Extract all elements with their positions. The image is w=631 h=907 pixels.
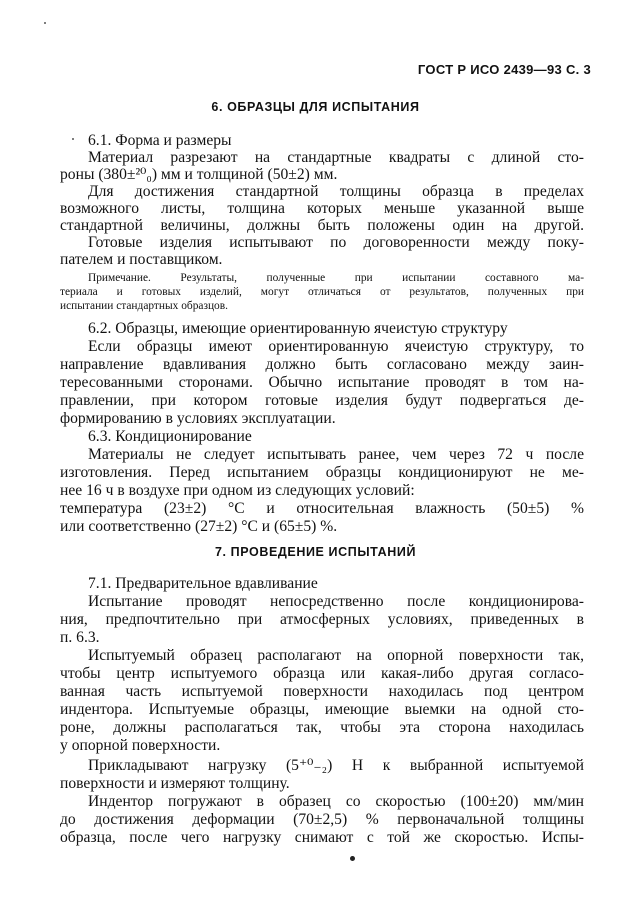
text-line: Готовые изделия испытывают по договоренности между поку- <box>88 234 584 251</box>
text-line: нее 16 ч в воздухе при одном из следующих условий: <box>60 482 415 499</box>
subsection-6-2-heading: 6.2. Образцы, имеющие ориентированную ячеистую структуру <box>88 320 508 337</box>
text-line: поверхности и измеряют толщину. <box>60 775 290 792</box>
text-line: Если образцы имеют ориентированную ячеистую структуру, то <box>88 338 584 355</box>
text-line: Испытуемый образец располагают на опорной поверхности так, <box>88 647 584 664</box>
text-line: Материалы не следует испытывать ранее, чем через 72 ч после <box>88 446 584 463</box>
text-line: п. 6.3. <box>60 629 100 646</box>
text-line: образца, после чего нагрузку снимают с той же скоростью. Испы- <box>60 829 584 846</box>
text-line: возможного листы, толщина которых меньше указанной выше <box>60 200 584 217</box>
page-header: ГОСТ Р ИСО 2439—93 С. 3 <box>417 62 591 77</box>
text-line: или соответственно (27±2) °С и (65±5) %. <box>60 518 338 535</box>
ink-dot <box>350 856 355 861</box>
text-line: Прикладывают нагрузку (5⁺⁰₋₂) Н к выбранной испытуемой <box>88 757 584 774</box>
note-line: Примечание. Результаты, полученные при испытании составного ма- <box>88 272 584 284</box>
section-7-title: 7. ПРОВЕДЕНИЕ ИСПЫТАНИЙ <box>214 545 417 559</box>
text-line: Испытание проводят непосредственно после кондиционирова- <box>88 593 584 610</box>
text-line: правлении, при котором готовые изделия будут подвергаться де- <box>60 392 584 409</box>
text-line: ванная часть испытуемой поверхности находилась под центром <box>60 683 584 700</box>
text-line: Материал разрезают на стандартные квадраты с длиной сто- <box>88 149 584 166</box>
scan-speck <box>44 22 46 24</box>
text-line: ния, предпочтительно при атмосферных условиях, приведенных в <box>60 611 584 628</box>
text-line: у опорной поверхности. <box>60 737 221 754</box>
text-line: пателем и поставщиком. <box>60 251 223 268</box>
text-line: Индентор погружают в образец со скоростью (100±20) мм/мин <box>88 793 584 810</box>
text-line: Для достижения стандартной толщины образца в пределах <box>88 183 584 200</box>
subsection-6-3-heading: 6.3. Кондиционирование <box>88 428 252 445</box>
section-6-title: 6. ОБРАЗЦЫ ДЛЯ ИСПЫТАНИЯ <box>211 100 420 114</box>
text-line: роны (380±²⁰₀) мм и толщиной (50±2) мм. <box>60 166 338 183</box>
text-line: до достижения деформации (70±2,5) % первоначальной толщины <box>60 811 584 828</box>
text-line: индентора. Испытуемые образцы, имеющие выемки на одной сто- <box>60 701 584 718</box>
text-line: стандартной величины, должны быть положены один на другой. <box>60 217 584 234</box>
text-line: чтобы центр испытуемого образца или какая-либо другая согласо- <box>60 665 584 682</box>
subsection-6-1-heading: 6.1. Форма и размеры <box>88 132 232 149</box>
text-line: температура (23±2) °С и относительная влажность (50±5) % <box>60 500 584 517</box>
text-line: роне, должны располагаться так, чтобы эта сторона находилась <box>60 719 584 736</box>
text-line: направление вдавливания должно быть согласовано между заин- <box>60 356 584 373</box>
subsection-7-1-heading: 7.1. Предварительное вдавливание <box>88 575 318 592</box>
text-line: изготовления. Перед испытанием образцы кондиционируют не ме- <box>60 464 584 481</box>
text-line: формированию в условиях эксплуатации. <box>60 410 336 427</box>
note-line: испытании стандартных образцов. <box>60 300 228 312</box>
note-line: териала и готовых изделий, могут отличаться от результатов, полученных при <box>60 286 584 298</box>
text-line: тересованными сторонами. Обычно испытание проводят в том на- <box>60 374 584 391</box>
scan-speck <box>72 138 74 140</box>
